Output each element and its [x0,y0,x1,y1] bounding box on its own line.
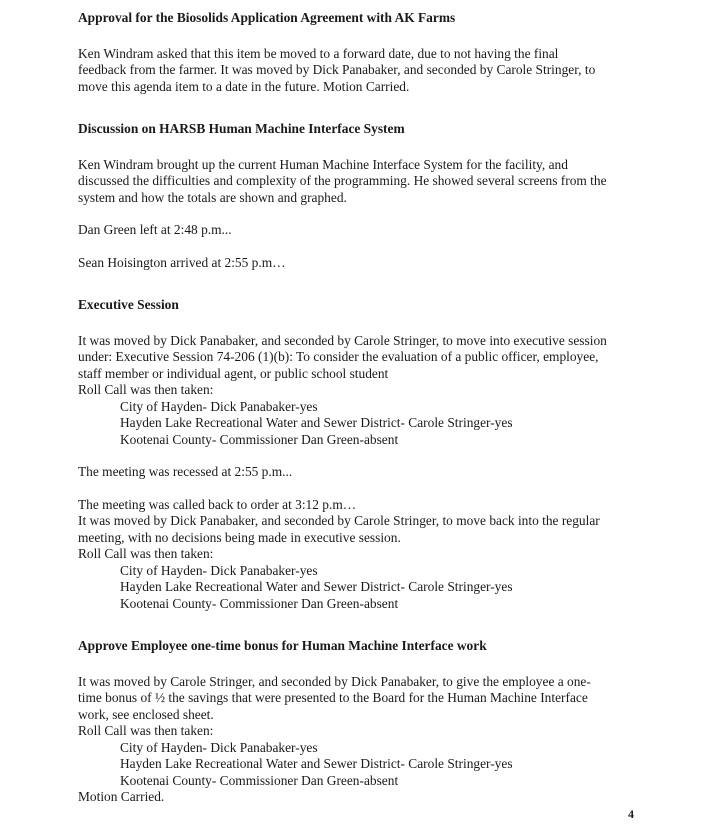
paragraph-line: feedback from the farmer. It was moved by Dick Panabaker, and seconded by Carole Stringer, to [78,62,596,77]
roll-call-entry: Hayden Lake Recreational Water and Sewer District- Carole Stringer-yes [120,415,513,430]
paragraph-line: It was moved by Dick Panabaker, and seconded by Carole Stringer, to move back into the regular [78,513,600,528]
biosolids-heading: Approval for the Biosolids Application Agreement with AK Farms [78,10,456,25]
bonus-paragraph [78,674,678,740]
roll-call-list [78,563,678,613]
paragraph-line: It was moved by Dick Panabaker, and seconded by Carole Stringer, to move into executive session [78,332,607,348]
paragraph-line: discussed the difficulties and complexity of the programming. He showed several screens from the [78,173,607,188]
roll-call-entry: City of Hayden- Dick Panabaker-yes [120,398,318,414]
arrival-note: Sean Hoisington arrived at 2:55 p.m… [78,254,286,270]
paragraph-line: time bonus of ½ the savings that were presented to the Board for the Human Machine Interface [78,690,588,705]
paragraph-line: Roll Call was then taken: [78,723,214,738]
paragraph-line: It was moved by Carole Stringer, and seconded by Dick Panabaker, to give the employee a one- [78,673,591,689]
roll-call-entry: Kootenai County- Commissioner Dan Green-absent [120,595,399,611]
roll-call-entry: Hayden Lake Recreational Water and Sewer District- Carole Stringer-yes [120,756,513,771]
paragraph-line: work, see enclosed sheet. [78,706,214,722]
bonus-heading: Approve Employee one-time bonus for Human Machine Interface work [78,638,487,653]
roll-call-entry: Kootenai County- Commissioner Dan Green-absent [120,772,399,788]
departure-note: Dan Green left at 2:48 p.m... [78,222,232,237]
motion-carried-note: Motion Carried. [78,789,165,804]
harsb-heading: Discussion on HARSB Human Machine Interface System [78,121,405,136]
roll-call-list [78,740,678,790]
paragraph-line: system and how the totals are shown and graphed. [78,189,347,205]
minutes-page [78,10,678,806]
paragraph-line: Ken Windram asked that this item be moved to a forward date, due to not having the final [78,45,559,61]
paragraph-line: Roll Call was then taken: [78,382,214,397]
recess-note: The meeting was recessed at 2:55 p.m... [78,464,293,479]
roll-call-entry: Kootenai County- Commissioner Dan Green-absent [120,431,399,447]
paragraph-line: The meeting was called back to order at 3:12 p.m… [78,496,357,512]
paragraph-line: Ken Windram brought up the current Human Machine Interface System for the facility, and [78,156,568,172]
roll-call-entry: City of Hayden- Dick Panabaker-yes [120,562,318,578]
reconvene-paragraph [78,497,678,563]
roll-call-list [78,399,678,449]
executive-motion-paragraph [78,333,678,399]
harsb-paragraph [78,157,678,207]
biosolids-paragraph [78,46,678,96]
paragraph-line: Roll Call was then taken: [78,546,214,561]
roll-call-entry: Hayden Lake Recreational Water and Sewer District- Carole Stringer-yes [120,579,513,594]
roll-call-entry: City of Hayden- Dick Panabaker-yes [120,739,318,755]
paragraph-line: meeting, with no decisions being made in executive session. [78,529,401,545]
executive-session-heading: Executive Session [78,297,179,312]
page-number: 4 [628,807,634,821]
paragraph-line: move this agenda item to a date in the future. Motion Carried. [78,78,410,94]
paragraph-line: staff member or individual agent, or public school student [78,365,389,381]
paragraph-line: under: Executive Session 74-206 (1)(b): To consider the evaluation of a public officer, employee, [78,349,599,364]
